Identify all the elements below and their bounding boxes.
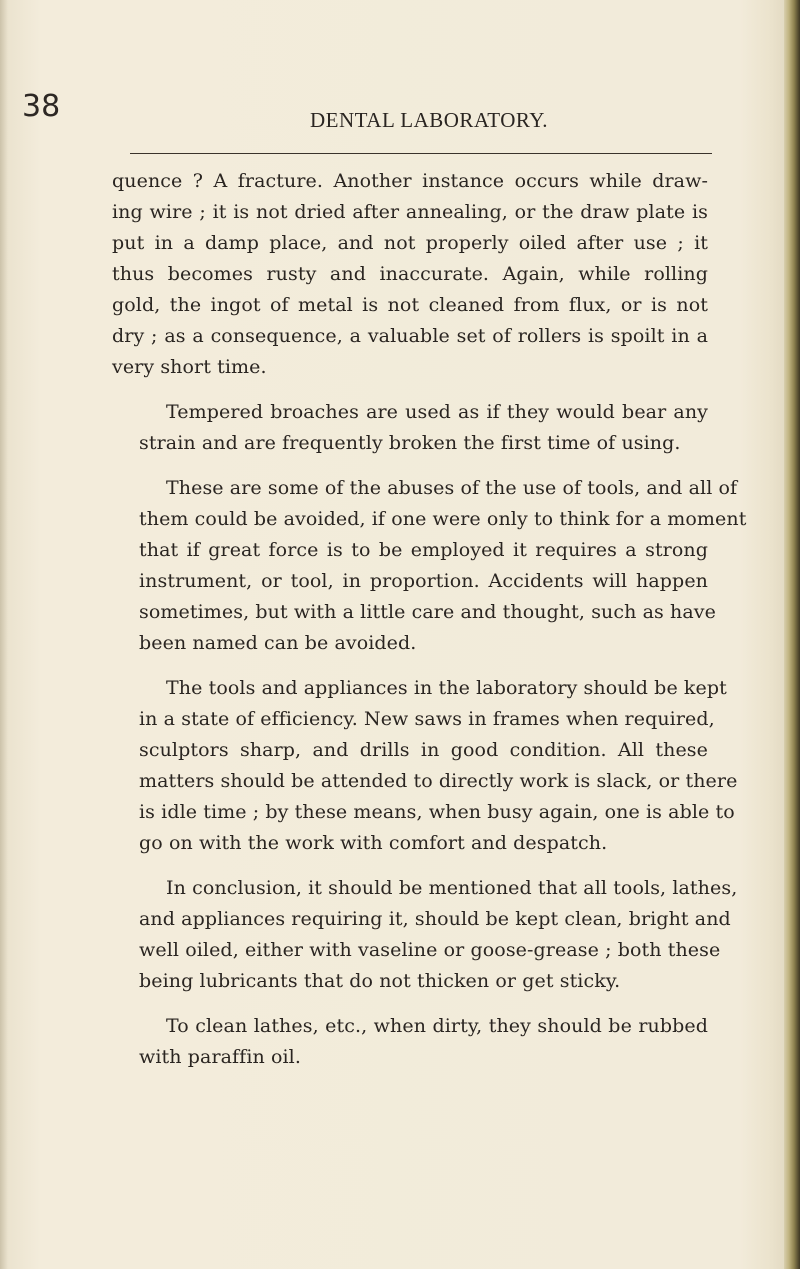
book-spine-edge bbox=[784, 0, 800, 1269]
text-line: matters should be attended to directly work is slack, or there bbox=[139, 770, 738, 792]
paragraph bbox=[112, 397, 708, 459]
page-number: 38 bbox=[22, 89, 61, 124]
text-line: In conclusion, it should be mentioned that all tools, lathes, bbox=[166, 877, 738, 899]
text-line: instrument, or tool, in proportion. Accidents will happen bbox=[139, 570, 708, 592]
text-line: in a state of efficiency. New saws in frames when required, bbox=[139, 708, 715, 730]
text-line: is idle time ; by these means, when busy again, one is able to bbox=[139, 801, 735, 823]
text-line: them could be avoided, if one were only to think for a moment bbox=[139, 508, 747, 530]
text-line: with paraffin oil. bbox=[139, 1046, 302, 1068]
paragraph bbox=[112, 1011, 708, 1073]
text-line: The tools and appliances in the laboratory should be kept bbox=[166, 677, 727, 699]
text-line: dry ; as a consequence, a valuable set of rollers is spoilt in a bbox=[112, 325, 708, 347]
text-line: To clean lathes, etc., when dirty, they should be rubbed bbox=[166, 1015, 708, 1037]
text-line: very short time. bbox=[112, 356, 267, 378]
text-line: put in a damp place, and not properly oiled after use ; it bbox=[112, 232, 708, 254]
text-line: and appliances requiring it, should be kept clean, bright and bbox=[139, 908, 731, 930]
paragraph bbox=[112, 873, 738, 997]
paragraph bbox=[112, 473, 747, 659]
text-line: ing wire ; it is not dried after annealing, or the draw plate is bbox=[112, 201, 708, 223]
text-line: well oiled, either with vaseline or goose-grease ; both these bbox=[139, 939, 721, 961]
text-line: quence ? A fracture. Another instance occurs while draw- bbox=[112, 170, 708, 192]
header-rule bbox=[130, 153, 712, 154]
text-line: gold, the ingot of metal is not cleaned from flux, or is not bbox=[112, 294, 708, 316]
text-line: Tempered broaches are used as if they would bear any bbox=[166, 401, 708, 423]
text-line: been named can be avoided. bbox=[139, 632, 417, 654]
paragraph bbox=[112, 673, 738, 859]
text-line: sculptors sharp, and drills in good condition. All these bbox=[139, 739, 708, 761]
text-line: that if great force is to be employed it requires a strong bbox=[139, 539, 708, 561]
text-line: sometimes, but with a little care and thought, such as have bbox=[139, 601, 716, 623]
text-line: thus becomes rusty and inaccurate. Again, while rolling bbox=[112, 263, 708, 285]
body-text bbox=[112, 166, 747, 1087]
text-line: strain and are frequently broken the first time of using. bbox=[139, 432, 681, 454]
text-line: go on with the work with comfort and despatch. bbox=[139, 832, 608, 854]
text-line: These are some of the abuses of the use of tools, and all of bbox=[166, 477, 738, 499]
running-head: DENTAL LABORATORY. bbox=[310, 108, 548, 132]
page-left-shadow bbox=[0, 0, 8, 1269]
paragraph bbox=[112, 166, 708, 383]
text-line: being lubricants that do not thicken or get sticky. bbox=[139, 970, 621, 992]
